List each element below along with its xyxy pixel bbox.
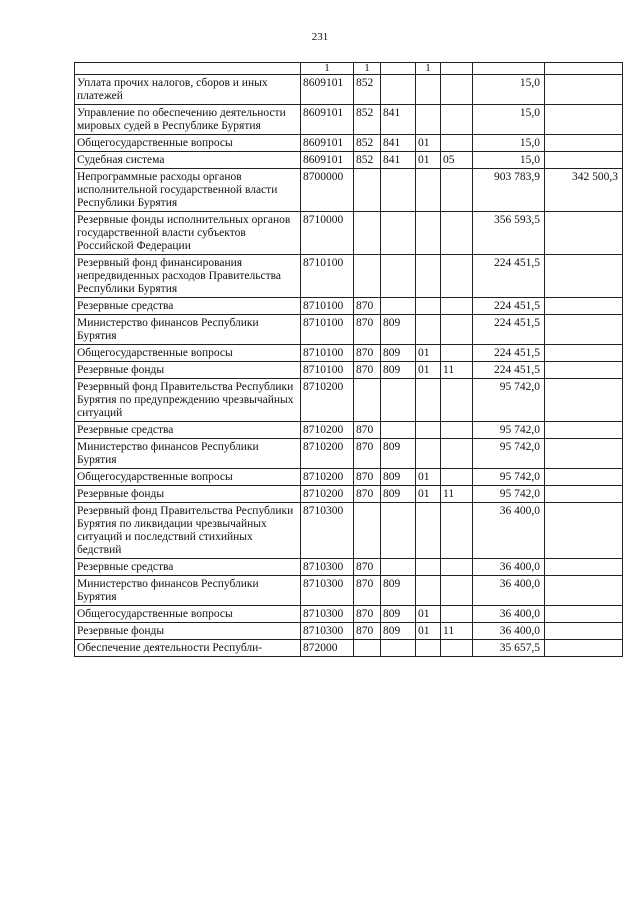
- row-name-cell: Резервные средства: [75, 422, 301, 439]
- department-code-cell: 841: [381, 152, 416, 169]
- department-code-cell: [381, 379, 416, 422]
- header-cell: [473, 63, 545, 75]
- section-cell: [416, 75, 441, 105]
- subsection-cell: 11: [441, 623, 473, 640]
- subsection-cell: 05: [441, 152, 473, 169]
- target-article-cell: 8710300: [301, 559, 354, 576]
- amount-cell: [545, 345, 623, 362]
- subsection-cell: [441, 559, 473, 576]
- expense-type-cell: 870: [354, 422, 381, 439]
- amount-cell: [545, 503, 623, 559]
- expense-type-cell: [354, 212, 381, 255]
- row-name-cell: Резервные фонды: [75, 623, 301, 640]
- section-cell: 01: [416, 606, 441, 623]
- row-name-cell: Резервные средства: [75, 559, 301, 576]
- row-name-cell: Общегосударственные вопросы: [75, 345, 301, 362]
- section-cell: 01: [416, 623, 441, 640]
- table-row: [75, 255, 623, 298]
- amount-cell: 903 783,9: [473, 169, 545, 212]
- amount-cell: 36 400,0: [473, 623, 545, 640]
- row-name-cell: Резервные средства: [75, 298, 301, 315]
- expense-type-cell: 870: [354, 439, 381, 469]
- amount-cell: 36 400,0: [473, 576, 545, 606]
- row-name-cell: Непрограммные расходы органов исполнительной государственной власти Республики Бурятия: [75, 169, 301, 212]
- section-cell: [416, 439, 441, 469]
- section-cell: [416, 315, 441, 345]
- subsection-cell: [441, 169, 473, 212]
- expense-type-cell: [354, 379, 381, 422]
- amount-cell: [545, 315, 623, 345]
- expense-type-cell: [354, 255, 381, 298]
- department-code-cell: 809: [381, 469, 416, 486]
- subsection-cell: [441, 640, 473, 657]
- amount-cell: 342 500,3: [545, 169, 623, 212]
- amount-cell: 15,0: [473, 105, 545, 135]
- expense-type-cell: 852: [354, 105, 381, 135]
- subsection-cell: 11: [441, 486, 473, 503]
- department-code-cell: 809: [381, 439, 416, 469]
- amount-cell: 15,0: [473, 152, 545, 169]
- section-cell: 01: [416, 362, 441, 379]
- expense-type-cell: 870: [354, 362, 381, 379]
- target-article-cell: 8710300: [301, 503, 354, 559]
- row-name-cell: Обеспечение деятельности Республи-: [75, 640, 301, 657]
- subsection-cell: [441, 439, 473, 469]
- table-row: [75, 75, 623, 105]
- expense-type-cell: 870: [354, 559, 381, 576]
- row-name-cell: Управление по обеспечению деятельности мировых судей в Республике Бурятия: [75, 105, 301, 135]
- header-cell: [75, 63, 301, 75]
- row-name-cell: Министерство финансов Республики Бурятия: [75, 439, 301, 469]
- amount-cell: [545, 135, 623, 152]
- amount-cell: [545, 640, 623, 657]
- section-cell: [416, 559, 441, 576]
- section-cell: [416, 298, 441, 315]
- subsection-cell: [441, 503, 473, 559]
- section-cell: 01: [416, 152, 441, 169]
- department-code-cell: [381, 255, 416, 298]
- row-name-cell: Общегосударственные вопросы: [75, 606, 301, 623]
- table-row: [75, 559, 623, 576]
- subsection-cell: [441, 105, 473, 135]
- section-cell: 01: [416, 135, 441, 152]
- expense-type-cell: 852: [354, 75, 381, 105]
- table-row: [75, 503, 623, 559]
- department-code-cell: 809: [381, 362, 416, 379]
- amount-cell: 224 451,5: [473, 315, 545, 345]
- department-code-cell: [381, 298, 416, 315]
- section-cell: [416, 169, 441, 212]
- subsection-cell: [441, 212, 473, 255]
- amount-cell: [545, 255, 623, 298]
- target-article-cell: 8609101: [301, 75, 354, 105]
- section-cell: [416, 105, 441, 135]
- amount-cell: 224 451,5: [473, 345, 545, 362]
- section-cell: [416, 576, 441, 606]
- expense-type-cell: 852: [354, 135, 381, 152]
- table-row: [75, 623, 623, 640]
- header-cell: 1: [416, 63, 441, 75]
- table-row: [75, 486, 623, 503]
- row-name-cell: Общегосударственные вопросы: [75, 469, 301, 486]
- amount-cell: [545, 486, 623, 503]
- row-name-cell: Резервные фонды: [75, 362, 301, 379]
- department-code-cell: 809: [381, 576, 416, 606]
- subsection-cell: [441, 315, 473, 345]
- table-body: [75, 63, 623, 657]
- section-cell: 01: [416, 486, 441, 503]
- target-article-cell: 8710000: [301, 212, 354, 255]
- row-name-cell: Министерство финансов Республики Бурятия: [75, 576, 301, 606]
- amount-cell: [545, 152, 623, 169]
- amount-cell: 95 742,0: [473, 486, 545, 503]
- table-row: [75, 212, 623, 255]
- section-cell: [416, 503, 441, 559]
- expense-type-cell: [354, 640, 381, 657]
- amount-cell: [545, 362, 623, 379]
- amount-cell: [545, 623, 623, 640]
- amount-cell: 95 742,0: [473, 422, 545, 439]
- row-name-cell: Резервный фонд Правительства Республики Бурятия по предупреждению чрезвычайных ситуаций: [75, 379, 301, 422]
- subsection-cell: [441, 422, 473, 439]
- department-code-cell: 809: [381, 486, 416, 503]
- target-article-cell: 8710200: [301, 486, 354, 503]
- row-name-cell: Резервный фонд Правительства Республики Бурятия по ликвидации чрезвычайных ситуаций и последствий стихийных бедствий: [75, 503, 301, 559]
- column-number-row: [75, 63, 623, 75]
- table-row: [75, 362, 623, 379]
- table-row: [75, 135, 623, 152]
- header-cell: [381, 63, 416, 75]
- amount-cell: 356 593,5: [473, 212, 545, 255]
- target-article-cell: 8710100: [301, 255, 354, 298]
- expense-type-cell: 870: [354, 315, 381, 345]
- amount-cell: [545, 75, 623, 105]
- table-row: [75, 606, 623, 623]
- amount-cell: [545, 422, 623, 439]
- row-name-cell: Резервный фонд финансирования непредвиденных расходов Правительства Республики Бурятия: [75, 255, 301, 298]
- department-code-cell: [381, 169, 416, 212]
- target-article-cell: 8700000: [301, 169, 354, 212]
- header-cell: 1: [354, 63, 381, 75]
- target-article-cell: 8710100: [301, 298, 354, 315]
- amount-cell: 35 657,5: [473, 640, 545, 657]
- subsection-cell: [441, 469, 473, 486]
- target-article-cell: 8710200: [301, 422, 354, 439]
- expense-type-cell: 870: [354, 298, 381, 315]
- target-article-cell: 8710100: [301, 315, 354, 345]
- target-article-cell: 8710300: [301, 623, 354, 640]
- section-cell: [416, 422, 441, 439]
- subsection-cell: [441, 606, 473, 623]
- department-code-cell: 809: [381, 315, 416, 345]
- amount-cell: 15,0: [473, 75, 545, 105]
- amount-cell: 95 742,0: [473, 469, 545, 486]
- amount-cell: [545, 298, 623, 315]
- table-row: [75, 345, 623, 362]
- amount-cell: [545, 105, 623, 135]
- department-code-cell: 841: [381, 105, 416, 135]
- section-cell: [416, 640, 441, 657]
- amount-cell: 224 451,5: [473, 298, 545, 315]
- table-row: [75, 576, 623, 606]
- amount-cell: 95 742,0: [473, 379, 545, 422]
- subsection-cell: [441, 135, 473, 152]
- subsection-cell: [441, 75, 473, 105]
- department-code-cell: [381, 503, 416, 559]
- subsection-cell: [441, 298, 473, 315]
- expense-type-cell: 870: [354, 469, 381, 486]
- row-name-cell: Резервные фонды: [75, 486, 301, 503]
- table-row: [75, 169, 623, 212]
- section-cell: 01: [416, 469, 441, 486]
- target-article-cell: 8710100: [301, 345, 354, 362]
- table-row: [75, 152, 623, 169]
- header-cell: 1: [301, 63, 354, 75]
- amount-cell: 95 742,0: [473, 439, 545, 469]
- amount-cell: 224 451,5: [473, 255, 545, 298]
- target-article-cell: 8609101: [301, 105, 354, 135]
- target-article-cell: 872000: [301, 640, 354, 657]
- subsection-cell: [441, 345, 473, 362]
- section-cell: 01: [416, 345, 441, 362]
- amount-cell: 36 400,0: [473, 503, 545, 559]
- table-row: [75, 105, 623, 135]
- amount-cell: 36 400,0: [473, 559, 545, 576]
- budget-table: [74, 62, 623, 657]
- section-cell: [416, 379, 441, 422]
- target-article-cell: 8710300: [301, 606, 354, 623]
- department-code-cell: 809: [381, 345, 416, 362]
- header-cell: [545, 63, 623, 75]
- subsection-cell: [441, 379, 473, 422]
- amount-cell: [545, 606, 623, 623]
- target-article-cell: 8609101: [301, 152, 354, 169]
- expense-type-cell: [354, 169, 381, 212]
- amount-cell: [545, 559, 623, 576]
- target-article-cell: 8710200: [301, 379, 354, 422]
- table-row: [75, 315, 623, 345]
- expense-type-cell: 870: [354, 623, 381, 640]
- row-name-cell: Судебная система: [75, 152, 301, 169]
- amount-cell: [545, 212, 623, 255]
- expense-type-cell: [354, 503, 381, 559]
- subsection-cell: [441, 576, 473, 606]
- table-row: [75, 439, 623, 469]
- amount-cell: 15,0: [473, 135, 545, 152]
- table-row: [75, 379, 623, 422]
- amount-cell: [545, 379, 623, 422]
- section-cell: [416, 255, 441, 298]
- department-code-cell: [381, 422, 416, 439]
- expense-type-cell: 870: [354, 576, 381, 606]
- expense-type-cell: 870: [354, 345, 381, 362]
- row-name-cell: Общегосударственные вопросы: [75, 135, 301, 152]
- page-number: 231: [311, 31, 329, 43]
- row-name-cell: Министерство финансов Республики Бурятия: [75, 315, 301, 345]
- department-code-cell: [381, 212, 416, 255]
- target-article-cell: 8710300: [301, 576, 354, 606]
- department-code-cell: [381, 640, 416, 657]
- table-row: [75, 469, 623, 486]
- row-name-cell: Резервные фонды исполнительных органов государственной власти субъектов Российской Федерации: [75, 212, 301, 255]
- table-row: [75, 298, 623, 315]
- amount-cell: 224 451,5: [473, 362, 545, 379]
- subsection-cell: [441, 255, 473, 298]
- amount-cell: [545, 469, 623, 486]
- subsection-cell: 11: [441, 362, 473, 379]
- section-cell: [416, 212, 441, 255]
- table-row: [75, 640, 623, 657]
- department-code-cell: 809: [381, 623, 416, 640]
- amount-cell: [545, 439, 623, 469]
- amount-cell: 36 400,0: [473, 606, 545, 623]
- amount-cell: [545, 576, 623, 606]
- department-code-cell: [381, 75, 416, 105]
- target-article-cell: 8710200: [301, 439, 354, 469]
- target-article-cell: 8710100: [301, 362, 354, 379]
- expense-type-cell: 870: [354, 606, 381, 623]
- expense-type-cell: 870: [354, 486, 381, 503]
- department-code-cell: 841: [381, 135, 416, 152]
- row-name-cell: Уплата прочих налогов, сборов и иных платежей: [75, 75, 301, 105]
- department-code-cell: 809: [381, 606, 416, 623]
- expense-type-cell: 852: [354, 152, 381, 169]
- department-code-cell: [381, 559, 416, 576]
- header-cell: [441, 63, 473, 75]
- table-row: [75, 422, 623, 439]
- target-article-cell: 8609101: [301, 135, 354, 152]
- target-article-cell: 8710200: [301, 469, 354, 486]
